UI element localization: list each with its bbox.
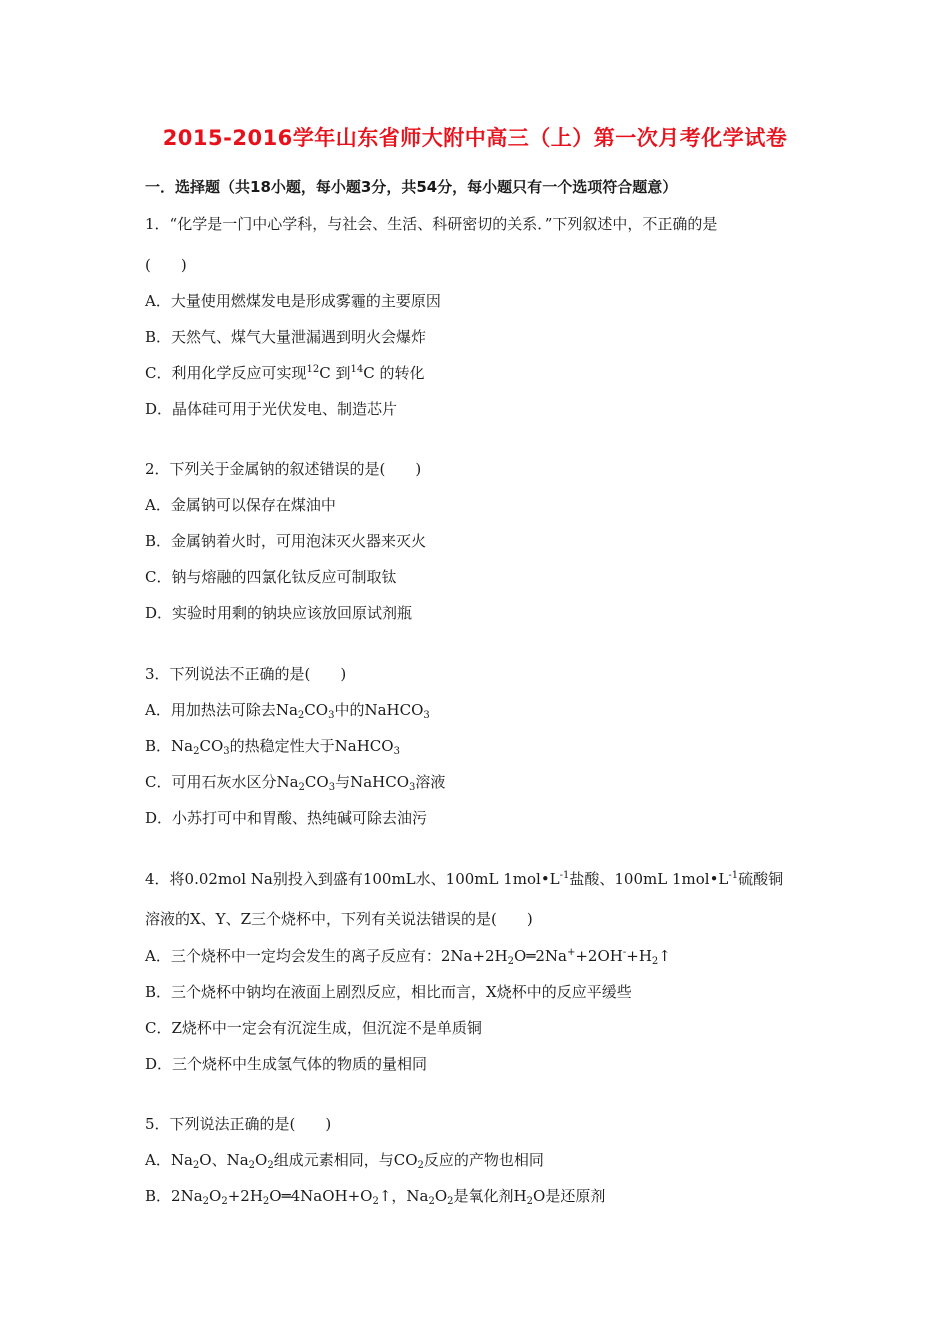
page-title: 2015-2016学年山东省师大附中高三（上）第一次月考化学试卷 bbox=[162, 126, 788, 150]
q4-option-b: B．三个烧杯中钠均在液面上剧烈反应，相比而言，X烧杯中的反应平缓些 bbox=[145, 983, 632, 1001]
q1-option-b: B．天然气、煤气大量泄漏遇到明火会爆炸 bbox=[145, 328, 427, 346]
q1-stem: 1．“化学是一门中心学科，与社会、生活、科研密切的关系．”下列叙述中，不正确的是 bbox=[145, 215, 718, 233]
q3-option-a: A．用加热法可除去$Na_2CO_3$中的NaHCO$_3$ bbox=[145, 701, 430, 721]
q1-paren: ( ) bbox=[145, 256, 187, 274]
q1-option-d: D．晶体硅可用于光伏发电、制造芯片 bbox=[145, 400, 398, 418]
q5-option-b: B．$2Na_2O_2+2H_2O═4NaOH+O_2↑$，$Na_2O_2$是氧化剂$H_2O$是还原剂 bbox=[145, 1187, 606, 1207]
q3-option-d: D．小苏打可中和胃酸、热纯碱可除去油污 bbox=[145, 809, 428, 827]
q4-option-a: A．三个烧杯中一定均会发生的离子反应有：$2Na+2H_2O═2Na^++2OH^-+H_2↑$ bbox=[145, 947, 671, 967]
q3-stem: 3．下列说法不正确的是( ) bbox=[145, 665, 347, 683]
q1-option-c: C．利用化学反应可实现$^{12}$C 到$^{14}$C 的转化 bbox=[145, 364, 425, 382]
q2-option-b: B．金属钠着火时，可用泡沫灭火器来灭火 bbox=[145, 532, 427, 550]
q4-option-d: D．三个烧杯中生成氢气体的物质的量相同 bbox=[145, 1055, 428, 1073]
q2-stem: 2．下列关于金属钠的叙述错误的是( ) bbox=[145, 460, 422, 478]
q4-option-c: C．Z烧杯中一定会有沉淀生成，但沉淀不是单质铜 bbox=[145, 1019, 482, 1037]
q1-option-a: A．大量使用燃煤发电是形成雾霾的主要原因 bbox=[145, 292, 441, 310]
q3-option-c: C．可用石灰水区分$Na_2CO_3$与NaHCO$_3$溶液 bbox=[145, 773, 446, 793]
q2-option-d: D．实验时用剩的钠块应该放回原试剂瓶 bbox=[145, 604, 413, 622]
q5-option-a: A．$Na_2O$、$Na_2O_2$组成元素相同，与$CO_2$反应的产物也相同 bbox=[145, 1151, 544, 1171]
q5-stem: 5．下列说法正确的是( ) bbox=[145, 1115, 332, 1133]
section-heading: 一．选择题（共18小题，每小题3分，共54分，每小题只有一个选项符合题意） bbox=[145, 178, 678, 196]
q4-stem-continued: 溶液的X、Y、Z三个烧杯中，下列有关说法错误的是( ) bbox=[145, 910, 533, 928]
q2-option-a: A．金属钠可以保存在煤油中 bbox=[145, 496, 336, 514]
q2-option-c: C．钠与熔融的四氯化钛反应可制取钛 bbox=[145, 568, 397, 586]
q4-stem: 4．将0.02mol Na别投入到盛有100mL水、100mL $1mol•L^{-1}$盐酸、100mL $1mol•L^{-1}$硫酸铜 bbox=[145, 870, 784, 888]
q3-option-b: B．$Na_2CO_3$的热稳定性大于NaHCO$_3$ bbox=[145, 737, 400, 757]
